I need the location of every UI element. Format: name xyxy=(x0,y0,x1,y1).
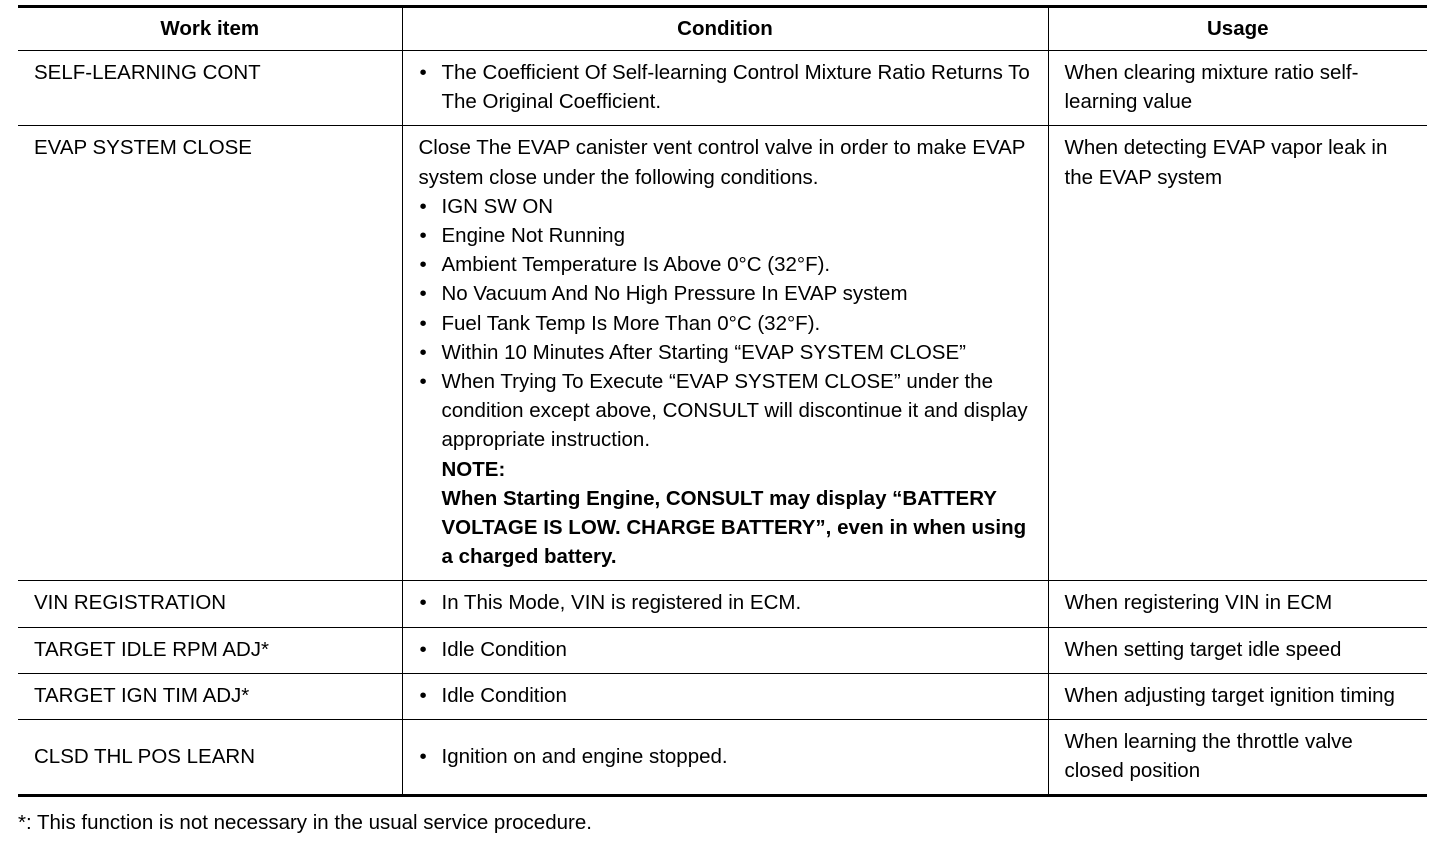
condition-cell xyxy=(402,581,1048,627)
condition-cell xyxy=(402,627,1048,673)
usage-cell: When clearing mixture ratio self-learning value xyxy=(1048,51,1427,126)
condition-intro: Close The EVAP canister vent control valve in order to make EVAP system close under the following conditions. xyxy=(418,136,1026,189)
condition-bullet: • In This Mode, VIN is registered in ECM. xyxy=(419,588,1033,617)
condition-bullet: • No Vacuum And No High Pressure In EVAP system xyxy=(419,279,1033,308)
table-row xyxy=(18,720,1427,796)
table-header-row xyxy=(18,7,1427,51)
condition-bullet: • When Trying To Execute “EVAP SYSTEM CLOSE” under the condition except above, CONSULT will discontinue it and display appropriate instruction. xyxy=(419,367,1033,455)
table-row xyxy=(18,51,1427,126)
condition-bullet: • IGN SW ON xyxy=(419,192,1033,221)
table-row xyxy=(18,673,1427,719)
condition-bullet: • Fuel Tank Temp Is More Than 0°C (32°F). xyxy=(419,309,1033,338)
header-condition: Condition xyxy=(402,7,1048,51)
usage-cell: When detecting EVAP vapor leak in the EVAP system xyxy=(1048,126,1427,581)
work-item-cell: SELF-LEARNING CONT xyxy=(18,51,402,126)
note-label: NOTE: xyxy=(441,457,506,481)
usage-cell: When setting target idle speed xyxy=(1048,627,1427,673)
condition-bullet: • The Coefficient Of Self-learning Control Mixture Ratio Returns To The Original Coefficient. xyxy=(419,58,1033,116)
condition-bullet: • Idle Condition xyxy=(419,635,1033,664)
condition-bullet: • Engine Not Running xyxy=(419,221,1033,250)
condition-cell xyxy=(402,720,1048,796)
condition-cell xyxy=(402,126,1048,581)
table-row xyxy=(18,581,1427,627)
table-row xyxy=(18,627,1427,673)
usage-cell: When adjusting target ignition timing xyxy=(1048,673,1427,719)
footnote: *: This function is not necessary in the usual service procedure. xyxy=(18,811,592,834)
header-work-item: Work item xyxy=(18,7,402,51)
work-item-cell: CLSD THL POS LEARN xyxy=(18,720,402,796)
condition-bullet: • Idle Condition xyxy=(419,681,1033,710)
work-support-table xyxy=(18,5,1427,797)
work-item-cell: EVAP SYSTEM CLOSE xyxy=(18,126,402,581)
header-usage: Usage xyxy=(1048,7,1427,51)
work-item-cell: TARGET IGN TIM ADJ* xyxy=(18,673,402,719)
condition-bullet: • Ignition on and engine stopped. xyxy=(419,742,1033,771)
condition-cell xyxy=(402,673,1048,719)
usage-cell: When registering VIN in ECM xyxy=(1048,581,1427,627)
note-text: When Starting Engine, CONSULT may display “BATTERY VOLTAGE IS LOW. CHARGE BATTERY”, even in when using a charged battery. xyxy=(441,486,1027,569)
condition-bullet: • Within 10 Minutes After Starting “EVAP SYSTEM CLOSE” xyxy=(419,338,1033,367)
usage-cell: When learning the throttle valve closed position xyxy=(1048,720,1427,796)
table-row xyxy=(18,126,1427,581)
work-item-cell: VIN REGISTRATION xyxy=(18,581,402,627)
condition-cell xyxy=(402,51,1048,126)
condition-bullet: • Ambient Temperature Is Above 0°C (32°F). xyxy=(419,250,1033,279)
work-item-cell: TARGET IDLE RPM ADJ* xyxy=(18,627,402,673)
